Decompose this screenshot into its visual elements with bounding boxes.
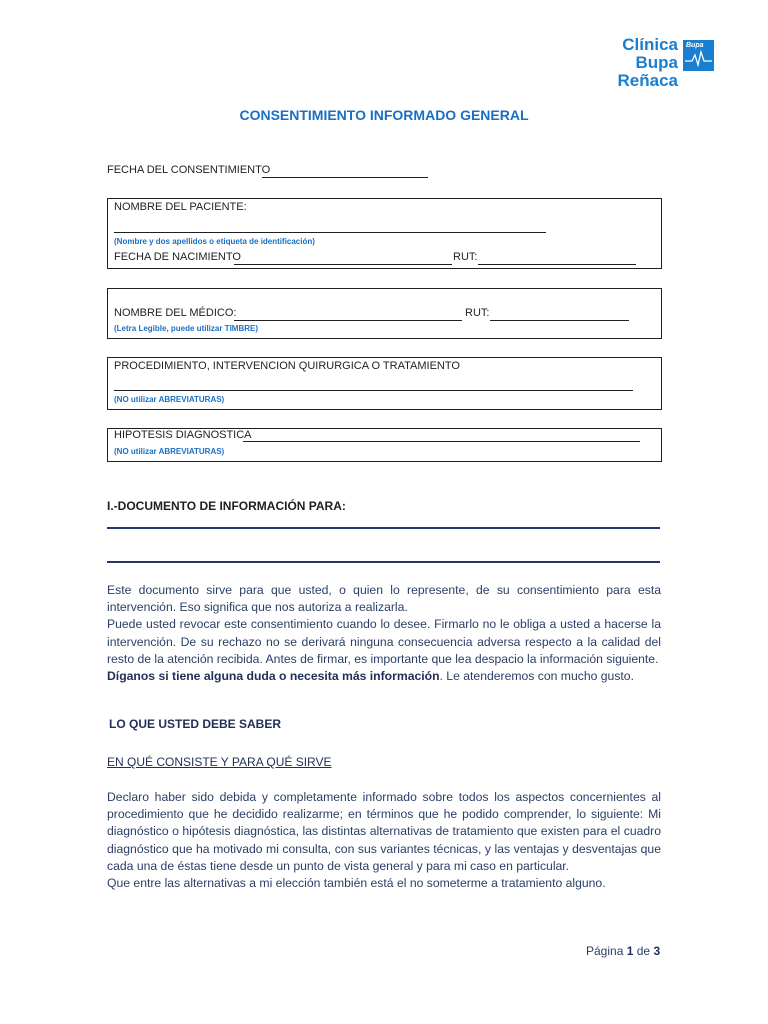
diagnosis-field[interactable] xyxy=(243,441,640,442)
doctor-name-label: NOMBRE DEL MÉDICO: xyxy=(114,307,237,319)
patient-rut-label: RUT: xyxy=(453,251,478,263)
declaration-text xyxy=(107,789,661,892)
declaration-paragraph-2: Que entre las alternativas a mi elección también está el no someterme a tratamiento alguno. xyxy=(107,876,606,891)
intro-closing: . Le atenderemos con mucho gusto. xyxy=(439,669,634,684)
diagnosis-label: HIPOTESIS DIAGNOSTICA xyxy=(114,429,252,441)
doctor-rut-label: RUT: xyxy=(465,307,490,319)
intro-paragraph-1: Este documento sirve para que usted, o quien lo represente, de su consentimiento para esta intervención. Eso significa que nos autoriza a realizarla. xyxy=(107,583,661,615)
heading-lo-que-debe-saber: LO QUE USTED DEBE SABER xyxy=(109,717,282,731)
procedure-label: PROCEDIMIENTO, INTERVENCION QUIRURGICA O TRATAMIENTO xyxy=(114,360,460,372)
patient-name-field[interactable] xyxy=(114,232,546,233)
doctor-hint: (Letra Legible, puede utilizar TIMBRE) xyxy=(114,324,259,333)
doctor-name-field[interactable] xyxy=(234,320,462,321)
document-title: CONSENTIMIENTO INFORMADO GENERAL xyxy=(239,107,529,123)
patient-name-label: NOMBRE DEL PACIENTE: xyxy=(114,201,247,213)
page-number xyxy=(586,944,660,958)
birth-date-label: FECHA DE NACIMIENTO xyxy=(114,251,241,263)
intro-bold-question: Díganos si tiene alguna duda o necesita más información xyxy=(107,669,440,684)
diagnosis-hint: (NO utilizar ABREVIATURAS) xyxy=(114,447,225,456)
procedure-hint: (NO utilizar ABREVIATURAS) xyxy=(114,395,225,404)
logo-line-1: Clínica xyxy=(622,35,678,54)
bupa-logo-icon xyxy=(683,40,714,71)
consent-date-field[interactable] xyxy=(262,177,428,178)
heading-en-que-consiste: EN QUÉ CONSISTE Y PARA QUÉ SIRVE xyxy=(107,755,332,769)
section-1-title: I.-DOCUMENTO DE INFORMACIÓN PARA: xyxy=(107,499,346,513)
page-of-word: de xyxy=(636,944,651,958)
logo-line-2: Bupa Reñaca xyxy=(617,53,678,90)
page-total: 3 xyxy=(653,944,661,958)
procedure-field[interactable] xyxy=(114,390,633,391)
page-current: 1 xyxy=(626,944,634,958)
clinic-logo-text xyxy=(594,36,678,90)
declaration-paragraph-1: Declaro haber sido debida y completamente informado sobre todos los aspectos concernientes al procedimiento que he decidido realizarme; en términos que he podido comprender, lo siguiente: Mi diagnóstico o hipótesis diagnóstica, las distintas alternativas de tratamiento que existen para el cuadro diagnóstico que ha motivado mi consulta, con sus variantes técnicas, y las ventajas y desventajas que cada una de éstas tiene desde un punto de vista general y para mi caso en particular. xyxy=(107,790,661,873)
intro-text xyxy=(107,582,661,685)
section-1-line-1[interactable] xyxy=(107,527,660,529)
diagnosis-field-tail-2 xyxy=(521,461,661,462)
intro-paragraph-2: Puede usted revocar este consentimiento cuando lo desee. Firmarlo no le obliga a usted a hacerse la intervención. De su rechazo no se derivará ninguna consecuencia adversa respecto a la calidad del resto de la atención recibida. Antes de firmar, es importante que lea despacio la información siguiente. xyxy=(107,617,661,666)
page-word: Página xyxy=(586,944,624,958)
doctor-rut-field[interactable] xyxy=(490,320,629,321)
patient-name-hint: (Nombre y dos apellidos o etiqueta de identificación) xyxy=(114,237,315,246)
birth-date-field[interactable] xyxy=(234,264,452,265)
section-1-line-2[interactable] xyxy=(107,561,660,563)
consent-date-label: FECHA DEL CONSENTIMIENTO xyxy=(107,164,271,176)
patient-rut-field[interactable] xyxy=(478,264,636,265)
logo-mark: Bupa xyxy=(686,42,704,49)
intro-paragraph-3 xyxy=(107,668,661,685)
diagnosis-field-tail xyxy=(231,461,246,462)
